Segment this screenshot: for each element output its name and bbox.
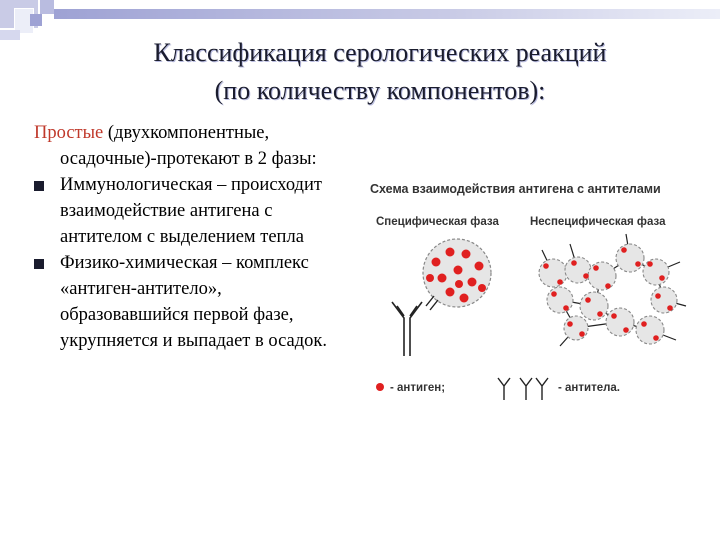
square-bullet-icon [34, 181, 44, 191]
intro-paragraph [34, 120, 354, 172]
title-line-1: Классификация серологических реакций [153, 38, 607, 67]
bullet-text: Физико-химическая – комплекс «антиген-антитело», образовавшийся первой фазе, укрупняется и выпадает в осадок. [60, 253, 328, 351]
antibody-legend-icon [498, 378, 548, 400]
title-line-2: (по количеству компонентов): [214, 76, 546, 105]
slide-body [34, 120, 354, 354]
bullet-item [34, 250, 354, 354]
square-bullet-icon [34, 259, 44, 269]
intro-text: (двухкомпонентные, осадочные)-протекают в 2 фазы: [60, 123, 317, 169]
corner-decoration [40, 0, 54, 14]
antibody-icon [392, 302, 422, 356]
antibody-legend-label: - антитела. [558, 382, 620, 394]
antigen-legend-label: - антиген; [390, 382, 446, 394]
intro-highlight: Простые [34, 123, 104, 143]
corner-decoration [0, 30, 20, 40]
bullet-text: Иммунологическая – происходит взаимодействие антигена с антителом с выделением тепла [60, 175, 322, 247]
header-bar [54, 9, 720, 19]
nonspecific-phase-network [539, 234, 686, 346]
corner-decoration [30, 14, 42, 26]
diagram-heading: Схема взаимодействия антигена с антителами [370, 182, 661, 196]
nonspecific-phase-label: Неспецифическая фаза [530, 216, 666, 228]
antigen-legend-icon [376, 383, 384, 391]
specific-phase-label: Специфическая фаза [376, 216, 499, 228]
antigen-antibody-diagram [364, 178, 704, 418]
slide-title [70, 34, 690, 110]
bullet-item [34, 172, 354, 250]
